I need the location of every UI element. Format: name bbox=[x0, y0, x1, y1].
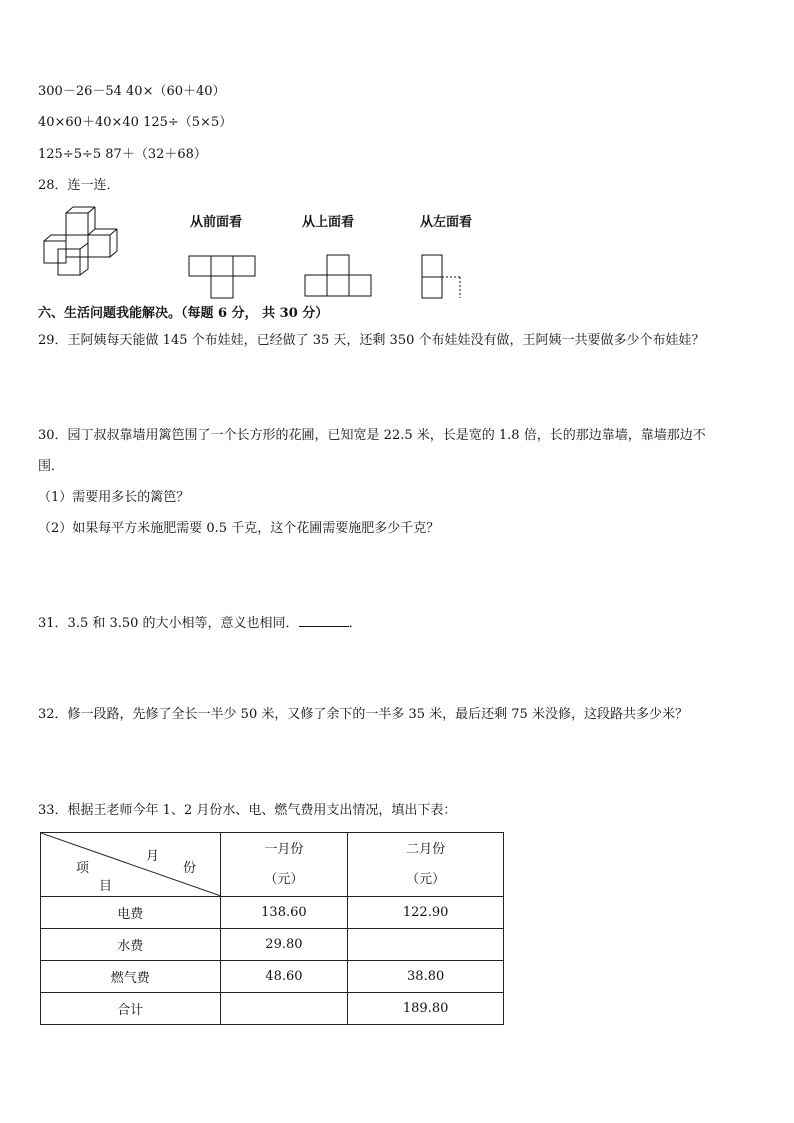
view-left-label: 从左面看 bbox=[420, 215, 473, 230]
table-row bbox=[41, 897, 504, 929]
cell-february: 189.80 bbox=[348, 993, 504, 1025]
corner-fen: 份 bbox=[183, 861, 197, 876]
table-row bbox=[41, 993, 504, 1025]
corner-mu: 目 bbox=[99, 879, 113, 894]
question-28-title: 28．连一连． bbox=[38, 178, 120, 193]
row-label: 燃气费 bbox=[41, 961, 221, 993]
top-view-shape bbox=[304, 253, 374, 298]
column-header-january bbox=[220, 833, 348, 897]
column-header-february bbox=[348, 833, 504, 897]
table-row bbox=[41, 929, 504, 961]
table-corner-cell bbox=[41, 833, 221, 897]
calc-row-2: 40×60＋40×40 125÷（5×5） bbox=[38, 115, 233, 130]
cell-january: 138.60 bbox=[220, 897, 348, 929]
calc-row-1: 300－26－54 40×（60＋40） bbox=[38, 84, 226, 99]
cell-january: 48.60 bbox=[220, 961, 348, 993]
table-row bbox=[41, 961, 504, 993]
cell-february[interactable] bbox=[348, 929, 504, 961]
answer-blank[interactable] bbox=[299, 614, 349, 627]
question-31-end: ． bbox=[348, 616, 362, 631]
row-label: 电费 bbox=[41, 897, 221, 929]
january-unit: （元） bbox=[264, 871, 304, 887]
question-30-sub2: （2）如果每平方米施肥需要 0.5 千克，这个花圃需要施肥多少千克？ bbox=[38, 521, 440, 536]
february-label: 二月份 bbox=[406, 841, 446, 857]
february-unit: （元） bbox=[406, 871, 446, 887]
question-33: 33．根据王老师今年 1、2 月份水、电、燃气费用支出情况，填出下表： bbox=[38, 803, 457, 818]
row-label: 水费 bbox=[41, 929, 221, 961]
question-30-line1: 30．园丁叔叔靠墙用篱笆围了一个长方形的花圃，已知宽是 22.5 米，长是宽的 1.8 倍，长的那边靠墙，靠墙那边不 bbox=[38, 428, 706, 443]
row-label: 合计 bbox=[41, 993, 221, 1025]
view-front-label: 从前面看 bbox=[190, 215, 243, 230]
question-29: 29．王阿姨每天能做 145 个布娃娃，已经做了 35 天，还剩 350 个布娃娃没有做，王阿姨一共要做多少个布娃娃？ bbox=[38, 333, 705, 348]
january-label: 一月份 bbox=[264, 841, 304, 857]
section-6-title: 六、生活问题我能解决。（每题 6 分， 共 30 分） bbox=[38, 306, 329, 321]
calc-row-3: 125÷5÷5 87＋（32＋68） bbox=[38, 147, 207, 162]
question-31-text: 31．3.5 和 3.50 的大小相等，意义也相同． bbox=[38, 616, 299, 631]
cube-solid-figure bbox=[38, 205, 138, 285]
left-view-shape bbox=[420, 253, 470, 301]
cell-january: 29.80 bbox=[220, 929, 348, 961]
corner-month: 月 bbox=[146, 849, 160, 864]
cell-february: 122.90 bbox=[348, 897, 504, 929]
corner-xiang: 项 bbox=[76, 861, 90, 876]
views-diagram bbox=[38, 205, 478, 305]
front-view-shape bbox=[188, 255, 258, 300]
expense-table bbox=[40, 832, 504, 1025]
question-31 bbox=[38, 614, 362, 633]
question-30-line2: 围． bbox=[38, 459, 65, 474]
question-32: 32．修一段路，先修了全长一半少 50 米，又修了余下的一半多 35 米，最后还剩 75 米没修，这段路共多少米？ bbox=[38, 707, 688, 722]
question-30-sub1: （1）需要用多长的篱笆？ bbox=[38, 490, 190, 505]
cell-february: 38.80 bbox=[348, 961, 504, 993]
cell-january[interactable] bbox=[220, 993, 348, 1025]
view-top-label: 从上面看 bbox=[302, 215, 355, 230]
